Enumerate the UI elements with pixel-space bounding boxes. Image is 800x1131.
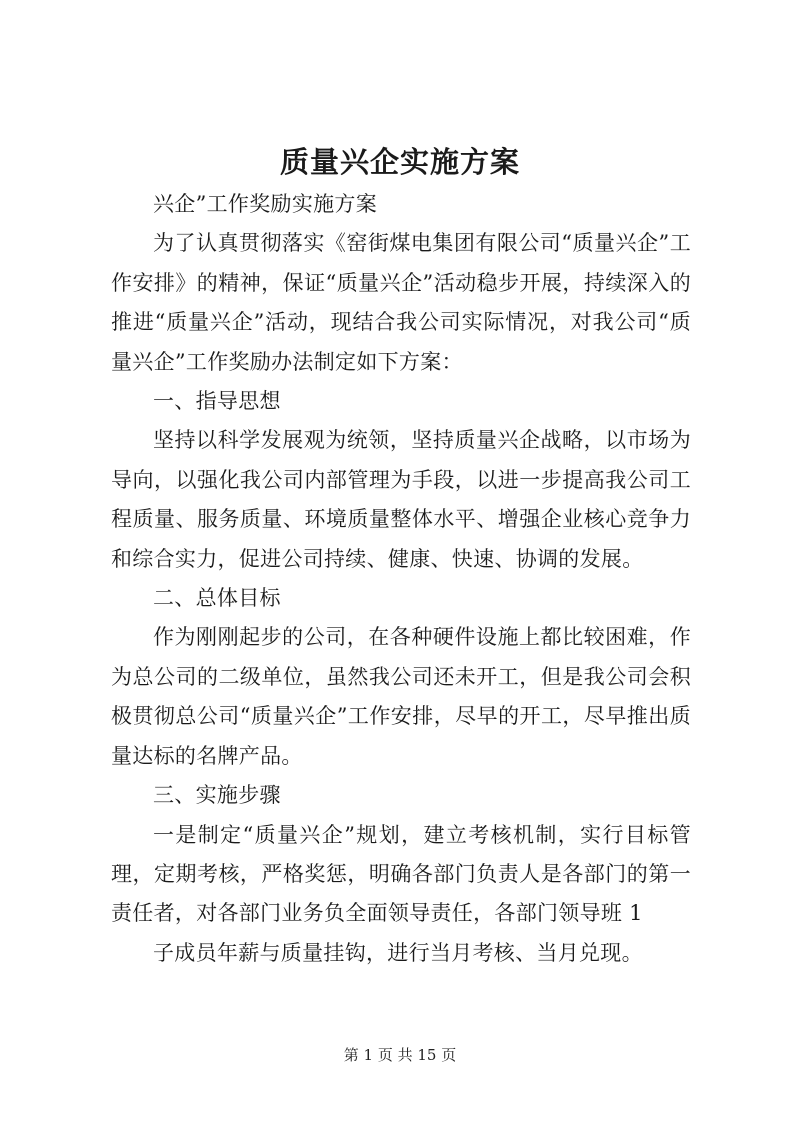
paragraph-step-one: 一是制定“质量兴企”规划，建立考核机制，实行目标管理，定期考核，严格奖惩，明确各部门负责人是各部门的第一责任者，对各部门业务负全面领导责任，各部门领导班 1 <box>111 822 691 926</box>
document-body <box>111 185 691 973</box>
paragraph-overall-goal: 作为刚刚起步的公司，在各种硬件设施上都比较困难，作为总公司的二级单位，虽然我公司还未开工，但是我公司会积极贯彻总公司“质量兴企”工作安排，尽早的开工，尽早推出质量达标的名牌产品。 <box>111 625 691 768</box>
paragraph-intro: 为了认真贯彻落实《窑街煤电集团有限公司“质量兴企”工作安排》的精神，保证“质量兴企”活动稳步开展，持续深入的推进“质量兴企”活动，现结合我公司实际情况，对我公司“质量兴企”工作奖励办法制定如下方案： <box>111 231 691 374</box>
paragraph-step-one-continued: 子成员年薪与质量挂钩，进行当月考核、当月兑现。 <box>153 940 643 965</box>
page-footer: 第 1 页 共 15 页 <box>343 1046 457 1064</box>
document-title: 质量兴企实施方案 <box>279 145 520 179</box>
paragraph-subtitle: 兴企”工作奖励实施方案 <box>153 192 378 216</box>
heading-overall-goal: 二、总体目标 <box>153 586 281 611</box>
heading-guiding-ideology: 一、指导思想 <box>153 389 281 414</box>
paragraph-guiding-ideology: 坚持以科学发展观为统领，坚持质量兴企战略，以市场为导向，以强化我公司内部管理为手段，以进一步提高我公司工程质量、服务质量、环境质量整体水平、增强企业核心竞争力和综合实力，促进公司持续、健康、快速、协调的发展。 <box>111 428 691 571</box>
heading-implementation-steps: 三、实施步骤 <box>153 783 281 808</box>
